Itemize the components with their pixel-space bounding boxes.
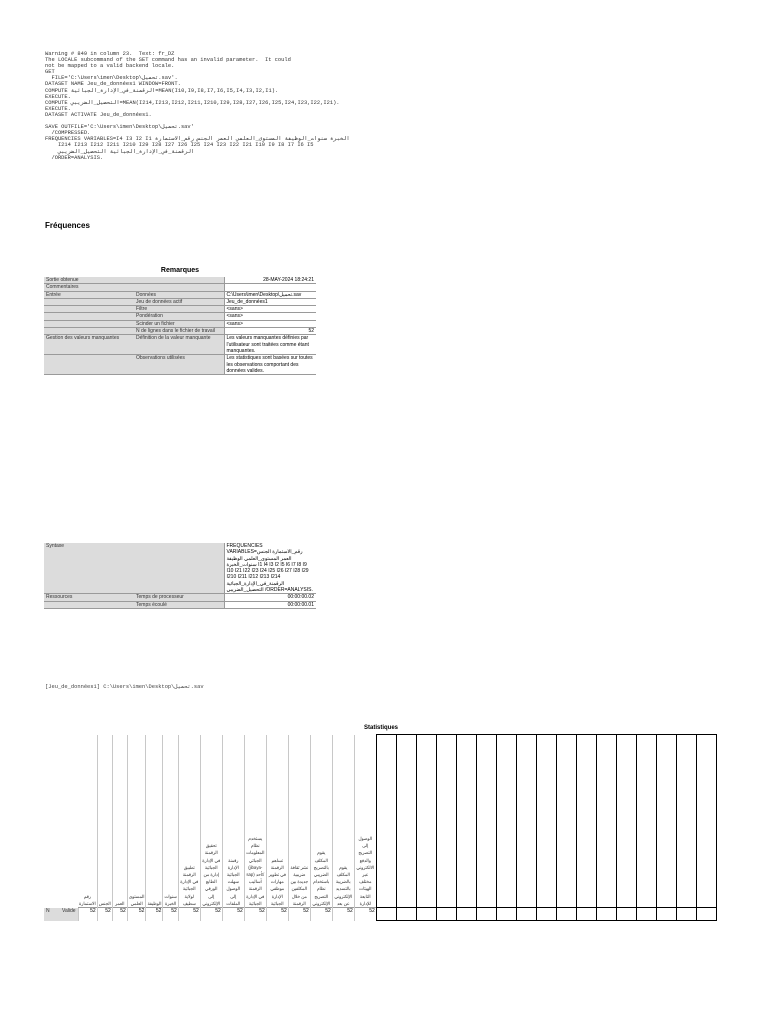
syntax-row [44, 594, 316, 601]
statistics-empty-cell [676, 908, 696, 921]
statistics-empty-cell [396, 735, 416, 908]
remarks-value: Les valeurs manquantes définies par l'utilisateur sont traitées comme étant manquantes. [224, 335, 316, 355]
statistics-column-header: سنوات الخبرة [163, 735, 178, 908]
statistics-empty-cell [616, 735, 636, 908]
statistics-column-header: تطبيق الرقمنة في الإدارة الجبائية لولاية سطيف [178, 735, 200, 908]
statistics-value: 52 [244, 908, 266, 921]
statistics-column-header: نشر ثقافة ضريبية جديدة بين المكلفين من خلال الرقمنة [288, 735, 310, 908]
statistics-empty-cell [516, 735, 536, 908]
statistics-empty-cell [576, 735, 596, 908]
statistics-empty-cell [696, 735, 716, 908]
statistics-empty-cell [376, 908, 396, 921]
statistics-empty-cell [516, 908, 536, 921]
remarks-value [224, 284, 316, 291]
statistics-empty-cell [696, 908, 716, 921]
remarks-section-label: Gestion des valeurs manquantes [44, 335, 134, 355]
statistics-column-header: تحقيق الرقمنة في الإدارة الجبائية إدارة من الطابع الورقي إلى الإلكتروني [200, 735, 222, 908]
statistics-empty-cell [436, 908, 456, 921]
statistics-column-header: يستخدم نظام المعلومات الجبائي (jibaya-sap) كأحد أساليب الرقمنة في الإدارة الجبائية [244, 735, 266, 908]
statistics-value: 52 [266, 908, 288, 921]
syntax-resources-table [44, 543, 316, 609]
remarks-table [44, 277, 316, 375]
remarks-row [44, 306, 316, 313]
statistics-table-title: Statistiques [364, 725, 399, 731]
syntax-value: 00:00:00.01 [224, 601, 316, 608]
statistics-empty-cell [396, 908, 416, 921]
remarks-item-label [134, 284, 224, 291]
statistics-table [44, 734, 717, 921]
section-title: Fréquences [45, 221, 90, 230]
statistics-value: 52 [354, 908, 376, 921]
statistics-corner [44, 735, 60, 908]
statistics-corner [60, 735, 78, 908]
statistics-column-header: العمر [112, 735, 127, 908]
remarks-item-label [134, 277, 224, 284]
remarks-item-label: Données [134, 291, 224, 298]
statistics-empty-cell [416, 908, 436, 921]
remarks-value: C:\Users\imen\Desktop\تحميل.sav [224, 291, 316, 298]
remarks-section-label [44, 355, 134, 375]
remarks-value: <sans> [224, 313, 316, 320]
statistics-value: 52 [112, 908, 127, 921]
statistics-empty-cell [456, 908, 476, 921]
statistics-empty-cell [656, 908, 676, 921]
remarks-table-title: Remarques [160, 267, 200, 274]
remarks-row [44, 284, 316, 291]
statistics-empty-cell [456, 735, 476, 908]
statistics-empty-cell [536, 908, 556, 921]
statistics-empty-cell [636, 908, 656, 921]
statistics-empty-cell [556, 735, 576, 908]
statistics-empty-cell [616, 908, 636, 921]
remarks-value: 28-MAY-2024 18:24:21 [224, 277, 316, 284]
statistics-empty-cell [476, 735, 496, 908]
statistics-value: 52 [78, 908, 97, 921]
remarks-item-label: Pondération [134, 313, 224, 320]
statistics-empty-cell [596, 908, 616, 921]
statistics-value: 52 [200, 908, 222, 921]
remarks-row [44, 298, 316, 305]
remarks-value: Jeu_de_données1 [224, 298, 316, 305]
statistics-valid-row [44, 908, 716, 921]
syntax-item-label: Temps écoulé [134, 601, 224, 608]
remarks-section-label: Entrée [44, 291, 134, 298]
statistics-value: 52 [222, 908, 244, 921]
statistics-empty-cell [416, 735, 436, 908]
remarks-row [44, 335, 316, 355]
remarks-section-label [44, 328, 134, 335]
syntax-item-label [134, 543, 224, 594]
remarks-row [44, 328, 316, 335]
remarks-section-label: Sortie obtenue [44, 277, 134, 284]
statistics-empty-cell [476, 908, 496, 921]
remarks-section-label [44, 320, 134, 327]
remarks-row [44, 355, 316, 375]
remarks-value: Les statistiques sont basées sur toutes les observations comportant des données valides. [224, 355, 316, 375]
remarks-row [44, 313, 316, 320]
statistics-column-header: يقوم المكلف بالتصريح الضريبي باستخدام نظام التصريح الإلكتروني [310, 735, 332, 908]
statistics-value: 52 [146, 908, 163, 921]
statistics-empty-cell [496, 735, 516, 908]
statistics-value: 52 [288, 908, 310, 921]
syntax-section-label [44, 601, 134, 608]
remarks-item-label: N de lignes dans le fichier de travail [134, 328, 224, 335]
statistics-empty-cell [496, 908, 516, 921]
statistics-header-row [44, 735, 716, 908]
statistics-column-header: تساهم الرقمنة في تطوير مهارات موظفي الإدارة الجبائية [266, 735, 288, 908]
remarks-item-label: Filtre [134, 306, 224, 313]
statistics-value: 52 [310, 908, 332, 921]
dataset-path-line: [Jeu_de_données1] C:\Users\imen\Desktop\تحميل.sav [45, 684, 204, 690]
remarks-item-label: Observations utilisées [134, 355, 224, 375]
remarks-item-label: Jeu de données actif [134, 298, 224, 305]
statistics-column-header: المستوى العلمي [127, 735, 146, 908]
statistics-column-header: الجنس [97, 735, 112, 908]
remarks-value: <sans> [224, 320, 316, 327]
statistics-empty-cell [436, 735, 456, 908]
statistics-empty-cell [596, 735, 616, 908]
statistics-column-header: رقم الاستمارة [79, 893, 96, 906]
statistics-value: 52 [163, 908, 178, 921]
statistics-column-header: يقوم المكلف بالضريبة بالتسديد الإلكتروني عن بعد [332, 735, 354, 908]
syntax-value: 00:00:00.02 [224, 594, 316, 601]
statistics-empty-cell [676, 735, 696, 908]
statistics-empty-cell [576, 908, 596, 921]
syntax-item-label: Temps de processeur [134, 594, 224, 601]
remarks-section-label: Commentaires [44, 284, 134, 291]
remarks-section-label [44, 298, 134, 305]
syntax-section-label: Syntaxe [44, 543, 134, 594]
syntax-row [44, 601, 316, 608]
remarks-item-label: Définition de la valeur manquante [134, 335, 224, 355]
statistics-empty-cell [636, 735, 656, 908]
statistics-value: 52 [127, 908, 146, 921]
remarks-value: <sans> [224, 306, 316, 313]
syntax-row [44, 543, 316, 594]
remarks-section-label [44, 313, 134, 320]
statistics-value: 52 [178, 908, 200, 921]
remarks-row [44, 277, 316, 284]
remarks-row [44, 320, 316, 327]
statistics-column-header: الوظيفة [146, 735, 163, 908]
statistics-column-header: الوصول إلى التصريح والدفع الالكتروني عبر مختلف الهيئات التابعة للإدارة [354, 735, 376, 908]
syntax-value: FREQUENCIES VARIABLES=رقم_الاستمارة الجنس العمر المستوى_العلمي الوظيفة سنوات_الخبرة I1 I4 I3 I2 I5 I6 I7 I8 I9 I10 I21 I22 I23 I24 I25 I26 I27 I28 I29 I210 I211 I212 I213 I214 الرقمنة_في_الإدارة_الجبائية التحصيل_الضريبي /ORDER=ANALYSIS. [224, 543, 316, 594]
syntax-section-label: Ressources [44, 594, 134, 601]
remarks-value: 52 [224, 328, 316, 335]
statistics-value: 52 [97, 908, 112, 921]
statistics-table-container [44, 734, 717, 921]
remarks-row [44, 291, 316, 298]
statistics-row-label-n: N [44, 908, 60, 921]
statistics-empty-cell [656, 735, 676, 908]
statistics-column-header: رقمنة الإدارة الجبائية سهلت الوصول إلى الملفات [222, 735, 244, 908]
statistics-empty-cell [536, 735, 556, 908]
syntax-log: Warning # 849 in column 23. Text: fr_DZ The LOCALE subcommand of the SET command has an invalid parameter. It could not be mapped to a valid backend locale. GET FILE='C:\Users\imen\Desktop\تحميل.sav'. DATASET NAME Jeu_de_données1 WINDOW=FRONT. COMPUTE الرقمنة_في_الإدارة_الجبائية=MEAN(I10,I9,I8,I7,I6,I5,I4,I3,I2,I1). EXECUTE. COMPUTE التحصيل_الضريبي=MEAN(I214,I213,I212,I211,I210,I29,I28,I27,I26,I25,I24,I23,I22,I21). EXECUTE. DATASET ACTIVATE Jeu_de_données1. SAVE OUTFILE='C:\Users\imen\Desktop\تحميل.sav' /COMPRESSED. FREQUENCIES VARIABLES=I4 I3 I2 I1 الخبرة سنوات_الوظيفة المستوى_العلمي العمر الجنس رقم_الاستمارة I214 I213 I212 I211 I210 I29 I28 I27 I26 I25 I24 I23 I22 I21 I10 I9 I8 I7 I6 I5 الرقمنة_في_الإدارة_الجبائية التحصيل_الضريبي /ORDER=ANALYSIS. [45, 51, 350, 161]
remarks-item-label: Scinder un fichier [134, 320, 224, 327]
statistics-empty-cell [376, 735, 396, 908]
statistics-value: 52 [332, 908, 354, 921]
statistics-empty-cell [556, 908, 576, 921]
remarks-section-label [44, 306, 134, 313]
statistics-row-label-valid: Valide [60, 908, 78, 921]
